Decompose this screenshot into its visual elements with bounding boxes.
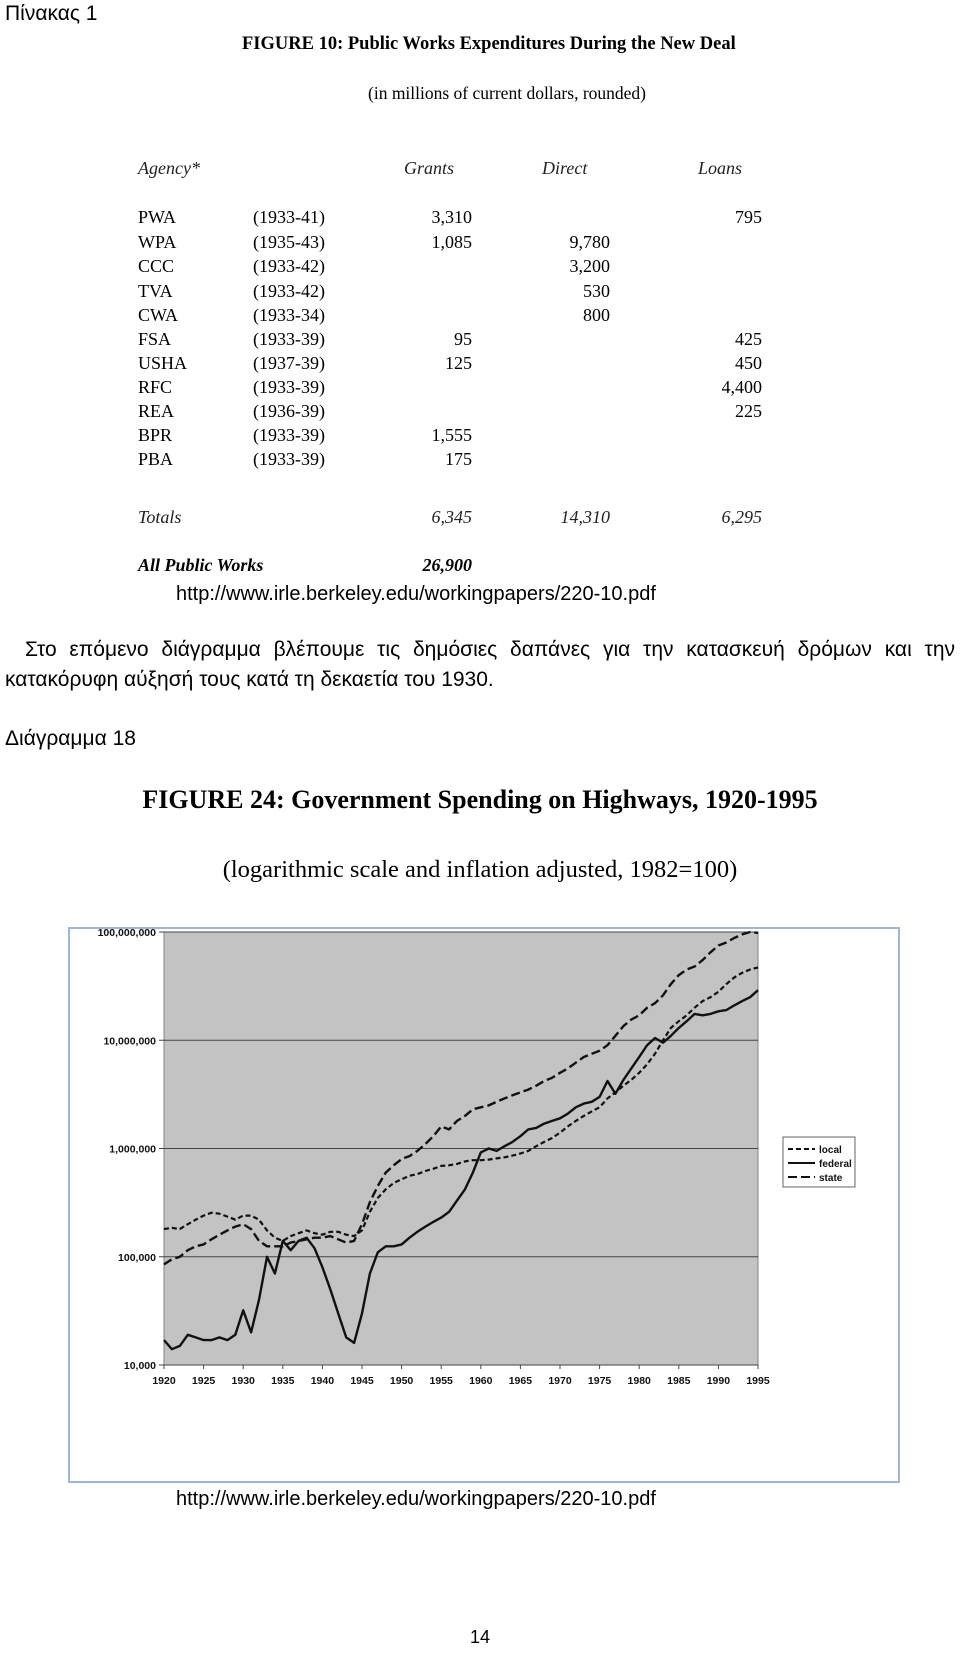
loans-cell: 225 <box>735 401 762 421</box>
direct-cell: 800 <box>583 305 610 325</box>
years-cell: (1933-34) <box>253 305 325 325</box>
totals-direct: 14,310 <box>560 507 610 527</box>
y-tick-label: 100,000 <box>118 1251 156 1264</box>
column-header-direct: Direct <box>542 158 588 178</box>
x-tick-label: 1945 <box>350 1375 374 1387</box>
table-title: FIGURE 10: Public Works Expenditures During the New Deal <box>242 34 736 54</box>
x-tick-label: 1990 <box>706 1375 731 1387</box>
agency-cell: CCC <box>138 256 175 276</box>
all-public-works-value: 26,900 <box>422 555 472 575</box>
source-link-chart[interactable]: http://www.irle.berkeley.edu/workingpapers/220-10.pdf <box>176 1488 656 1510</box>
years-cell: (1933-39) <box>253 329 325 349</box>
x-tick-label: 1925 <box>191 1375 216 1387</box>
x-tick-label: 1970 <box>548 1375 572 1387</box>
grants-cell: 125 <box>445 353 472 373</box>
loans-cell: 4,400 <box>721 377 762 397</box>
body-paragraph: Στο επόμενο διάγραμμα βλέπουμε τις δημόσιες δαπάνες για την κατασκευή δρόμων και την κατακόρυφη αύξησή τους κατά τη δεκαετία του 1930. <box>5 638 955 691</box>
agency-cell: WPA <box>138 232 177 252</box>
y-tick-label: 10,000 <box>123 1360 156 1372</box>
agency-cell: FSA <box>138 329 172 349</box>
years-cell: (1933-42) <box>253 256 325 276</box>
grants-cell: 95 <box>454 329 472 349</box>
x-tick-label: 1965 <box>508 1375 533 1387</box>
agency-cell: RFC <box>138 377 173 397</box>
x-tick-label: 1940 <box>310 1375 335 1387</box>
years-cell: (1936-39) <box>253 401 325 421</box>
direct-cell: 9,780 <box>569 232 610 252</box>
direct-cell: 3,200 <box>569 256 610 276</box>
x-tick-label: 1995 <box>746 1375 770 1387</box>
highway-spending-chart <box>68 927 900 1483</box>
y-tick-label: 100,000,000 <box>97 927 156 939</box>
legend-label-local: local <box>819 1145 842 1156</box>
x-tick-label: 1935 <box>271 1375 295 1387</box>
grants-cell: 3,310 <box>431 207 472 227</box>
years-cell: (1933-39) <box>253 377 325 397</box>
agency-cell: PBA <box>138 449 174 469</box>
x-tick-label: 1975 <box>587 1375 612 1387</box>
agency-cell: REA <box>138 401 174 421</box>
x-tick-label: 1960 <box>469 1375 493 1387</box>
totals-grants: 6,345 <box>431 507 472 527</box>
table-caption-label: Πίνακας 1 <box>5 2 98 25</box>
totals-label: Totals <box>138 507 182 527</box>
years-cell: (1933-41) <box>253 207 325 227</box>
column-header-grants: Grants <box>404 158 455 178</box>
y-tick-label: 1,000,000 <box>109 1143 156 1156</box>
figure-subtitle: (logarithmic scale and inflation adjusted, 1982=100) <box>222 856 738 883</box>
all-public-works-label: All Public Works <box>138 555 264 575</box>
years-cell: (1933-39) <box>253 449 325 469</box>
years-cell: (1933-42) <box>253 281 325 301</box>
loans-cell: 795 <box>735 207 762 227</box>
totals-loans: 6,295 <box>721 507 762 527</box>
grants-cell: 175 <box>445 449 472 469</box>
x-tick-label: 1930 <box>231 1375 255 1387</box>
years-cell: (1935-43) <box>253 232 325 252</box>
column-header-agency: Agency* <box>138 158 200 178</box>
legend-label-state: state <box>819 1173 843 1184</box>
table-subtitle: (in millions of current dollars, rounded) <box>368 83 646 103</box>
y-tick-label: 10,000,000 <box>103 1035 156 1048</box>
agency-cell: TVA <box>138 281 173 301</box>
diagram-caption-label: Διάγραμμα 18 <box>5 727 136 750</box>
column-header-loans: Loans <box>698 158 743 178</box>
years-cell: (1933-39) <box>253 425 325 445</box>
x-tick-label: 1985 <box>667 1375 691 1387</box>
x-tick-label: 1955 <box>429 1375 453 1387</box>
loans-cell: 425 <box>735 329 762 349</box>
direct-cell: 530 <box>583 281 610 301</box>
grants-cell: 1,085 <box>431 232 472 252</box>
legend-label-federal: federal <box>819 1159 852 1170</box>
source-link-table[interactable]: http://www.irle.berkeley.edu/workingpapers/220-10.pdf <box>176 583 656 605</box>
grants-cell: 1,555 <box>431 425 472 445</box>
page-number: 14 <box>469 1627 491 1647</box>
agency-cell: CWA <box>138 305 178 325</box>
figure-title: FIGURE 24: Government Spending on Highways, 1920-1995 <box>142 785 818 814</box>
years-cell: (1937-39) <box>253 353 325 373</box>
agency-cell: BPR <box>138 425 173 445</box>
loans-cell: 450 <box>735 353 762 373</box>
x-tick-label: 1980 <box>627 1375 651 1387</box>
agency-cell: PWA <box>138 207 177 227</box>
x-tick-label: 1920 <box>152 1375 176 1387</box>
x-tick-label: 1950 <box>389 1375 414 1387</box>
agency-cell: USHA <box>138 353 188 373</box>
